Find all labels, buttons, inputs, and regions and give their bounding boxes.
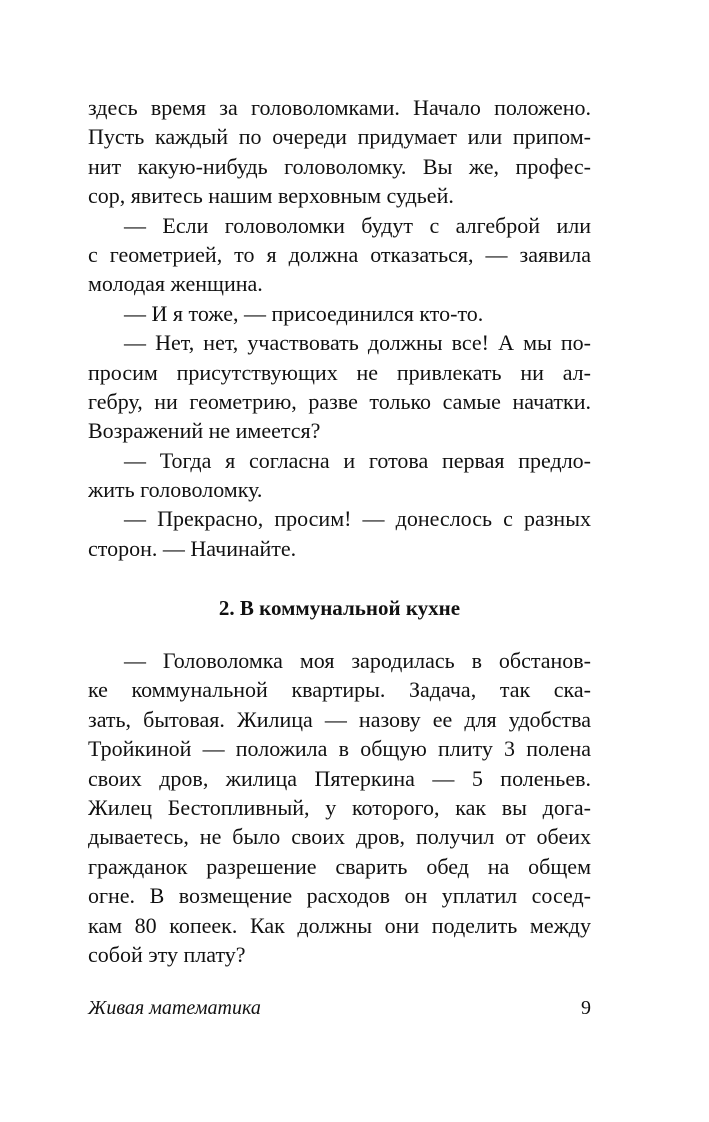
running-title: Живая математика [88,997,261,1019]
text-line: — Если головоломки будут с алгеброй или [124,212,591,238]
text-line: собой эту плату? [88,941,246,967]
text-block-bottom [88,646,591,969]
text-line: — Тогда я согласна и готова первая предло- [124,447,591,473]
text-line: гебру, ни геометрию, разве только самые начатки. [88,388,591,414]
text-line: сторон. — Начинайте. [88,535,297,561]
page-number: 9 [581,997,591,1019]
text-line: здесь время за головоломками. Начало положено. [88,95,591,120]
text-line: — И я тоже, — присоединился кто-то. [124,300,484,326]
text-line: Пусть каждый по очереди придумает или припом- [88,124,591,150]
text-line: огне. В возмещение расходов он уплатил сосед- [88,883,591,909]
section-heading: 2. В коммунальной кухне [218,596,461,620]
text-line: Возражений не имеется? [88,418,321,444]
text-line: молодая женщина. [88,271,263,297]
text-line: — Прекрасно, просим! — донеслось с разных [124,506,591,532]
text-line: ке коммунальной квартиры. Задача, так ска- [88,677,591,703]
text-line: нит какую-нибудь головоломку. Вы же, профес- [88,153,591,179]
text-line: дываетесь, не было своих дров, получил от обеих [88,824,591,850]
text-line: с геометрией, то я должна отказаться, — заявила [88,241,591,267]
text-line: Жилец Бестопливный, у которого, как вы дога- [88,794,591,820]
text-line: Тройкиной — положила в общую плиту 3 полена [88,736,591,762]
text-line: кам 80 копеек. Как должны они поделить между [88,912,591,938]
text-line: просим присутствующих не привлекать ни ал- [88,359,591,385]
page-footer [88,997,591,1025]
text-line: своих дров, жилица Пятеркина — 5 поленьев. [88,765,591,791]
text-line: жить головоломку. [88,477,263,503]
text-line: зать, бытовая. Жилица — назову ее для удобства [88,706,591,732]
text-line: сор, явитесь нашим верховным судьей. [88,183,454,209]
text-line: — Головоломка моя зародилась в обстанов- [124,648,591,673]
text-line: гражданок разрешение сварить обед на общем [88,853,591,879]
text-line: — Нет, нет, участвовать должны все! А мы по- [124,330,591,356]
text-block-top [88,93,591,563]
